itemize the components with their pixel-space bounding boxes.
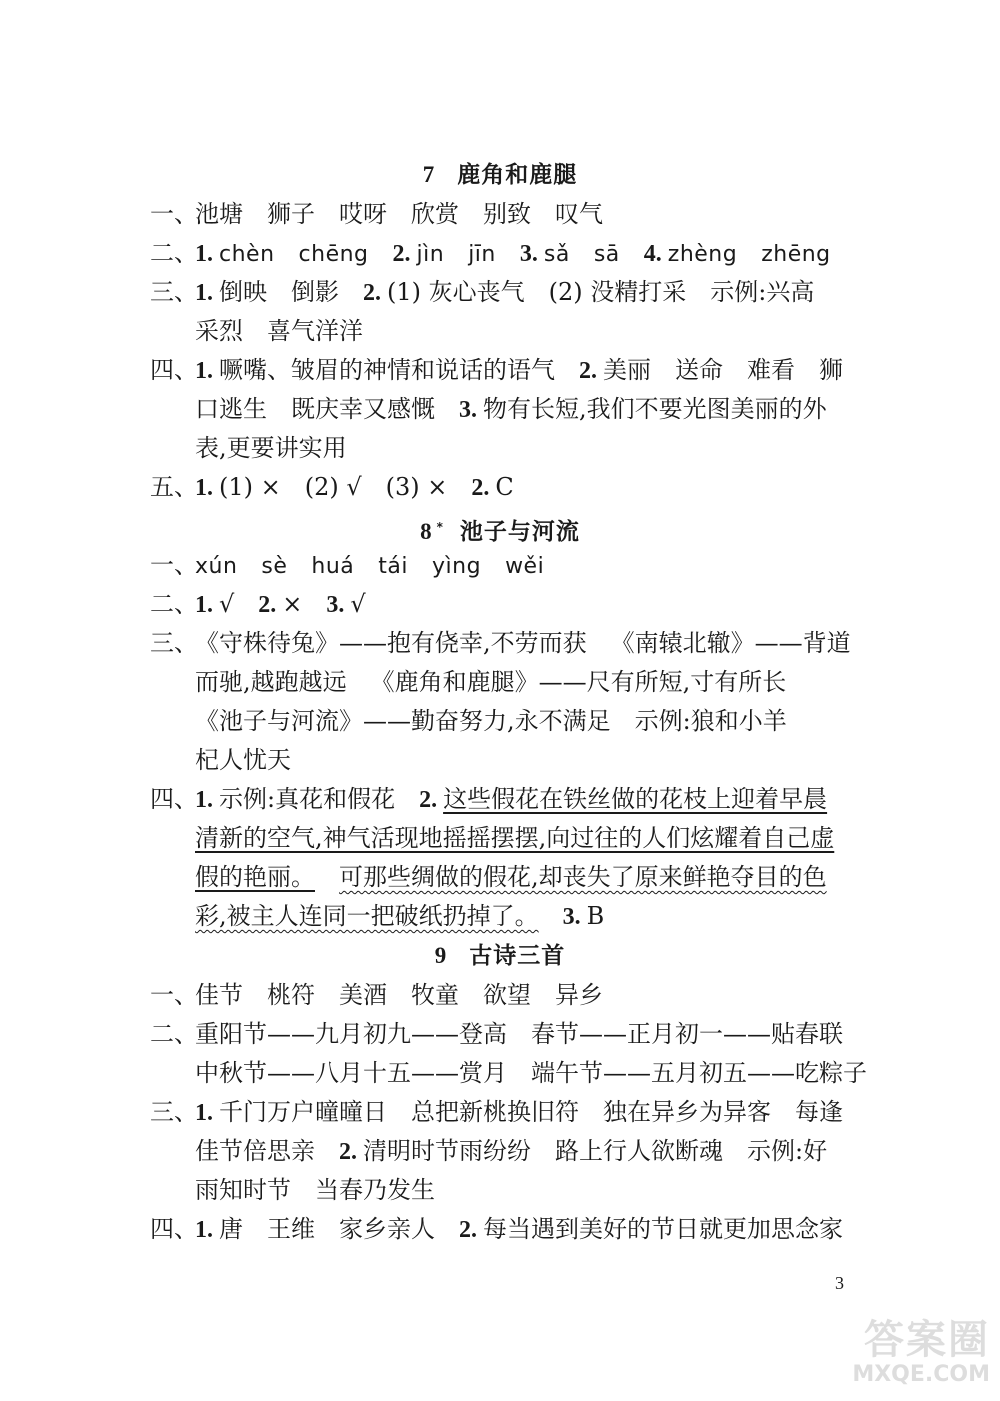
watermark-top: 答案圈 bbox=[864, 1317, 990, 1363]
underlined-answer: 这些假花在铁丝做的花枝上迎着早晨 bbox=[443, 785, 828, 813]
section-9-title: 9 古诗三首 bbox=[434, 943, 566, 969]
underlined-answer: 假的艳丽。 bbox=[195, 863, 315, 891]
s8-q3-cont1: 而驰,越跑越远 《鹿角和鹿腿》——尺有所短,寸有所长 bbox=[195, 668, 787, 696]
s7-q3-cont: 采烈 喜气洋洋 bbox=[195, 317, 363, 345]
s9-q3-cont2: 雨知时节 当春乃发生 bbox=[195, 1176, 435, 1204]
s8-q1: 一、xún sè huá tái yìng wěi bbox=[150, 551, 545, 579]
s9-q1: 一、佳节 桃符 美酒 牧童 欲望 异乡 bbox=[150, 981, 603, 1009]
watermark-bottom: MXQE.COM bbox=[852, 1362, 990, 1387]
watermark-logo bbox=[830, 1318, 990, 1396]
s8-q4-cont1 bbox=[195, 823, 860, 853]
s7-q4-cont2: 表,更要讲实用 bbox=[195, 434, 347, 462]
s8-q4-cont3: 彩,被主人连同一把破纸扔掉了。 3. B bbox=[195, 902, 605, 930]
s9-q2: 二、重阳节——九月初九——登高 春节——正月初一——贴春联 bbox=[150, 1020, 843, 1048]
s8-q3-cont3: 杞人忧天 bbox=[195, 746, 291, 774]
s9-q2-cont: 中秋节——八月十五——赏月 端午节——五月初五——吃粽子 bbox=[195, 1059, 867, 1087]
s8-q3: 三、《守株待兔》——抱有侥幸,不劳而获 《南辕北辙》——背道 bbox=[150, 629, 851, 657]
s7-q4-cont1: 口逃生 既庆幸又感慨 3. 物有长短,我们不要光图美丽的外 bbox=[195, 395, 827, 423]
s7-q2: 二、1. chèn chēng 2. jìn jīn 3. sǎ sā 4. zhèng zhēng bbox=[150, 239, 831, 267]
s9-q3-cont1: 佳节倍思亲 2. 清明时节雨纷纷 路上行人欲断魂 示例:好 bbox=[195, 1137, 828, 1165]
s9-q4: 四、1. 唐 王维 家乡亲人 2. 每当遇到美好的节日就更加思念家 bbox=[150, 1215, 843, 1243]
s9-q3: 三、1. 千门万户曈曈日 总把新桃换旧符 独在异乡为异客 每逢 bbox=[150, 1098, 843, 1126]
underlined-answer: 清新的空气,神气活现地摇摇摆摆,向过往的人们炫耀着自己虚 bbox=[195, 824, 835, 852]
s7-q4: 四、1. 噘嘴、皱眉的神情和说话的语气 2. 美丽 送命 难看 狮 bbox=[150, 356, 843, 384]
s8-q2: 二、1. √ 2. × 3. √ bbox=[150, 590, 366, 618]
s7-q3: 三、1. 倒映 倒影 2. (1) 灰心丧气 (2) 没精打采 示例:兴高 bbox=[150, 278, 815, 306]
s8-q4-cont2 bbox=[195, 862, 860, 892]
s8-q3-cont2: 《池子与河流》——勤奋努力,永不满足 示例:狼和小羊 bbox=[195, 707, 787, 735]
section-8-title: 8 * 池子与河流 bbox=[420, 519, 580, 545]
s7-q1: 一、池塘 狮子 哎呀 欣赏 别致 叹气 bbox=[150, 200, 603, 228]
s7-q5: 五、1. (1) × (2) √ (3) × 2. C bbox=[150, 473, 514, 501]
s8-q4: 四、1. 示例:真花和假花 2. 这些假花在铁丝做的花枝上迎着早晨 bbox=[150, 785, 828, 813]
wavy-underlined-answer: 彩,被主人连同一把破纸扔掉了。 bbox=[195, 902, 539, 930]
section-7-title: 7 鹿角和鹿腿 bbox=[422, 162, 578, 188]
page-number: 3 bbox=[835, 1273, 844, 1293]
wavy-underlined-answer: 可那些绸做的假花,却丧失了原来鲜艳夺目的色 bbox=[339, 863, 827, 891]
